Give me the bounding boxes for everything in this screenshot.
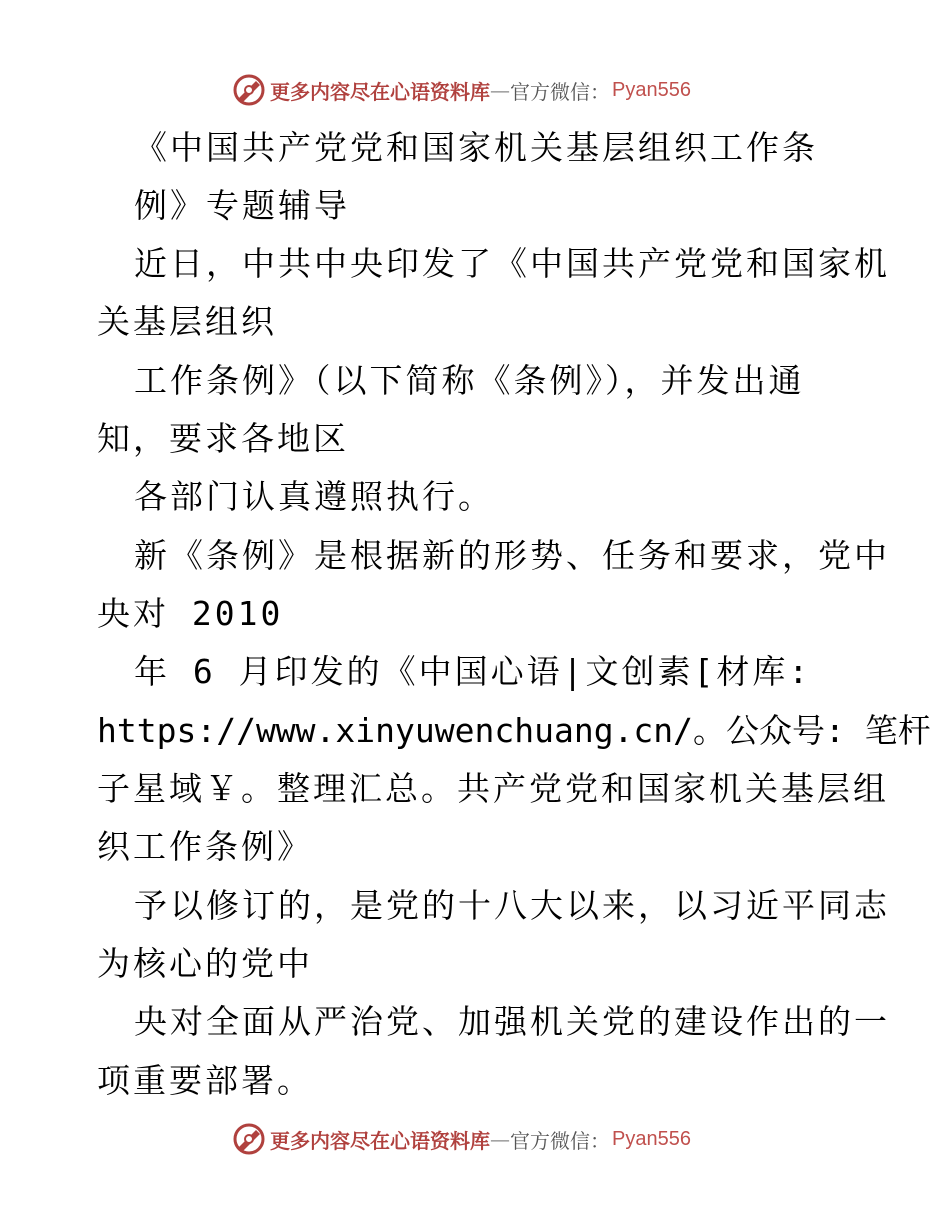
banner-separator: —	[490, 1127, 510, 1151]
text-line: 工作条例》（以下简称《条例》），并发出通	[134, 361, 805, 400]
text-line: 央对 2010	[97, 594, 284, 633]
banner-wechat-label: 官方微信：	[510, 79, 610, 104]
text-line: 项重要部署。	[97, 1061, 313, 1100]
banner-wechat-label: 官方微信：	[510, 1128, 610, 1153]
text-line-url: https://www.xinyuwenchuang.cn/。公众号: 笔杆	[97, 711, 931, 750]
text-line: 近日，中共中央印发了《中国共产党党和国家机	[134, 244, 890, 283]
banner-wechat-id: Pyan556	[612, 78, 691, 101]
text-line: 新《条例》是根据新的形势、任务和要求，党中	[134, 536, 890, 575]
text-line: 予以修订的，是党的十八大以来，以习近平同志	[134, 886, 890, 925]
header-banner	[232, 73, 691, 107]
text-line: 央对全面从严治党、加强机关党的建设作出的一	[134, 1002, 890, 1041]
text-line: 子星域￥。整理汇总。共产党党和国家机关基层组	[97, 769, 889, 808]
text-line: 各部门认真遵照执行。	[134, 477, 494, 516]
pen-seal-logo-icon	[232, 1122, 266, 1156]
text-line: 织工作条例》	[97, 827, 313, 866]
pen-seal-logo-icon	[232, 73, 266, 107]
text-line: 为核心的党中	[97, 944, 313, 983]
text-line: 关基层组织	[97, 302, 277, 341]
title-line-1: 《中国共产党党和国家机关基层组织工作条	[134, 128, 818, 167]
banner-wechat-id: Pyan556	[612, 1127, 691, 1150]
banner-separator: —	[490, 78, 510, 102]
text-line: 知，要求各地区	[97, 419, 349, 458]
footer-banner	[232, 1122, 691, 1156]
banner-promo-text: 更多内容尽在心语资料库	[270, 1128, 490, 1153]
text-line: 年 6 月印发的《中国心语|文创素[材库:	[134, 652, 812, 691]
banner-promo-text: 更多内容尽在心语资料库	[270, 79, 490, 104]
title-line-2: 例》专题辅导	[134, 186, 350, 225]
